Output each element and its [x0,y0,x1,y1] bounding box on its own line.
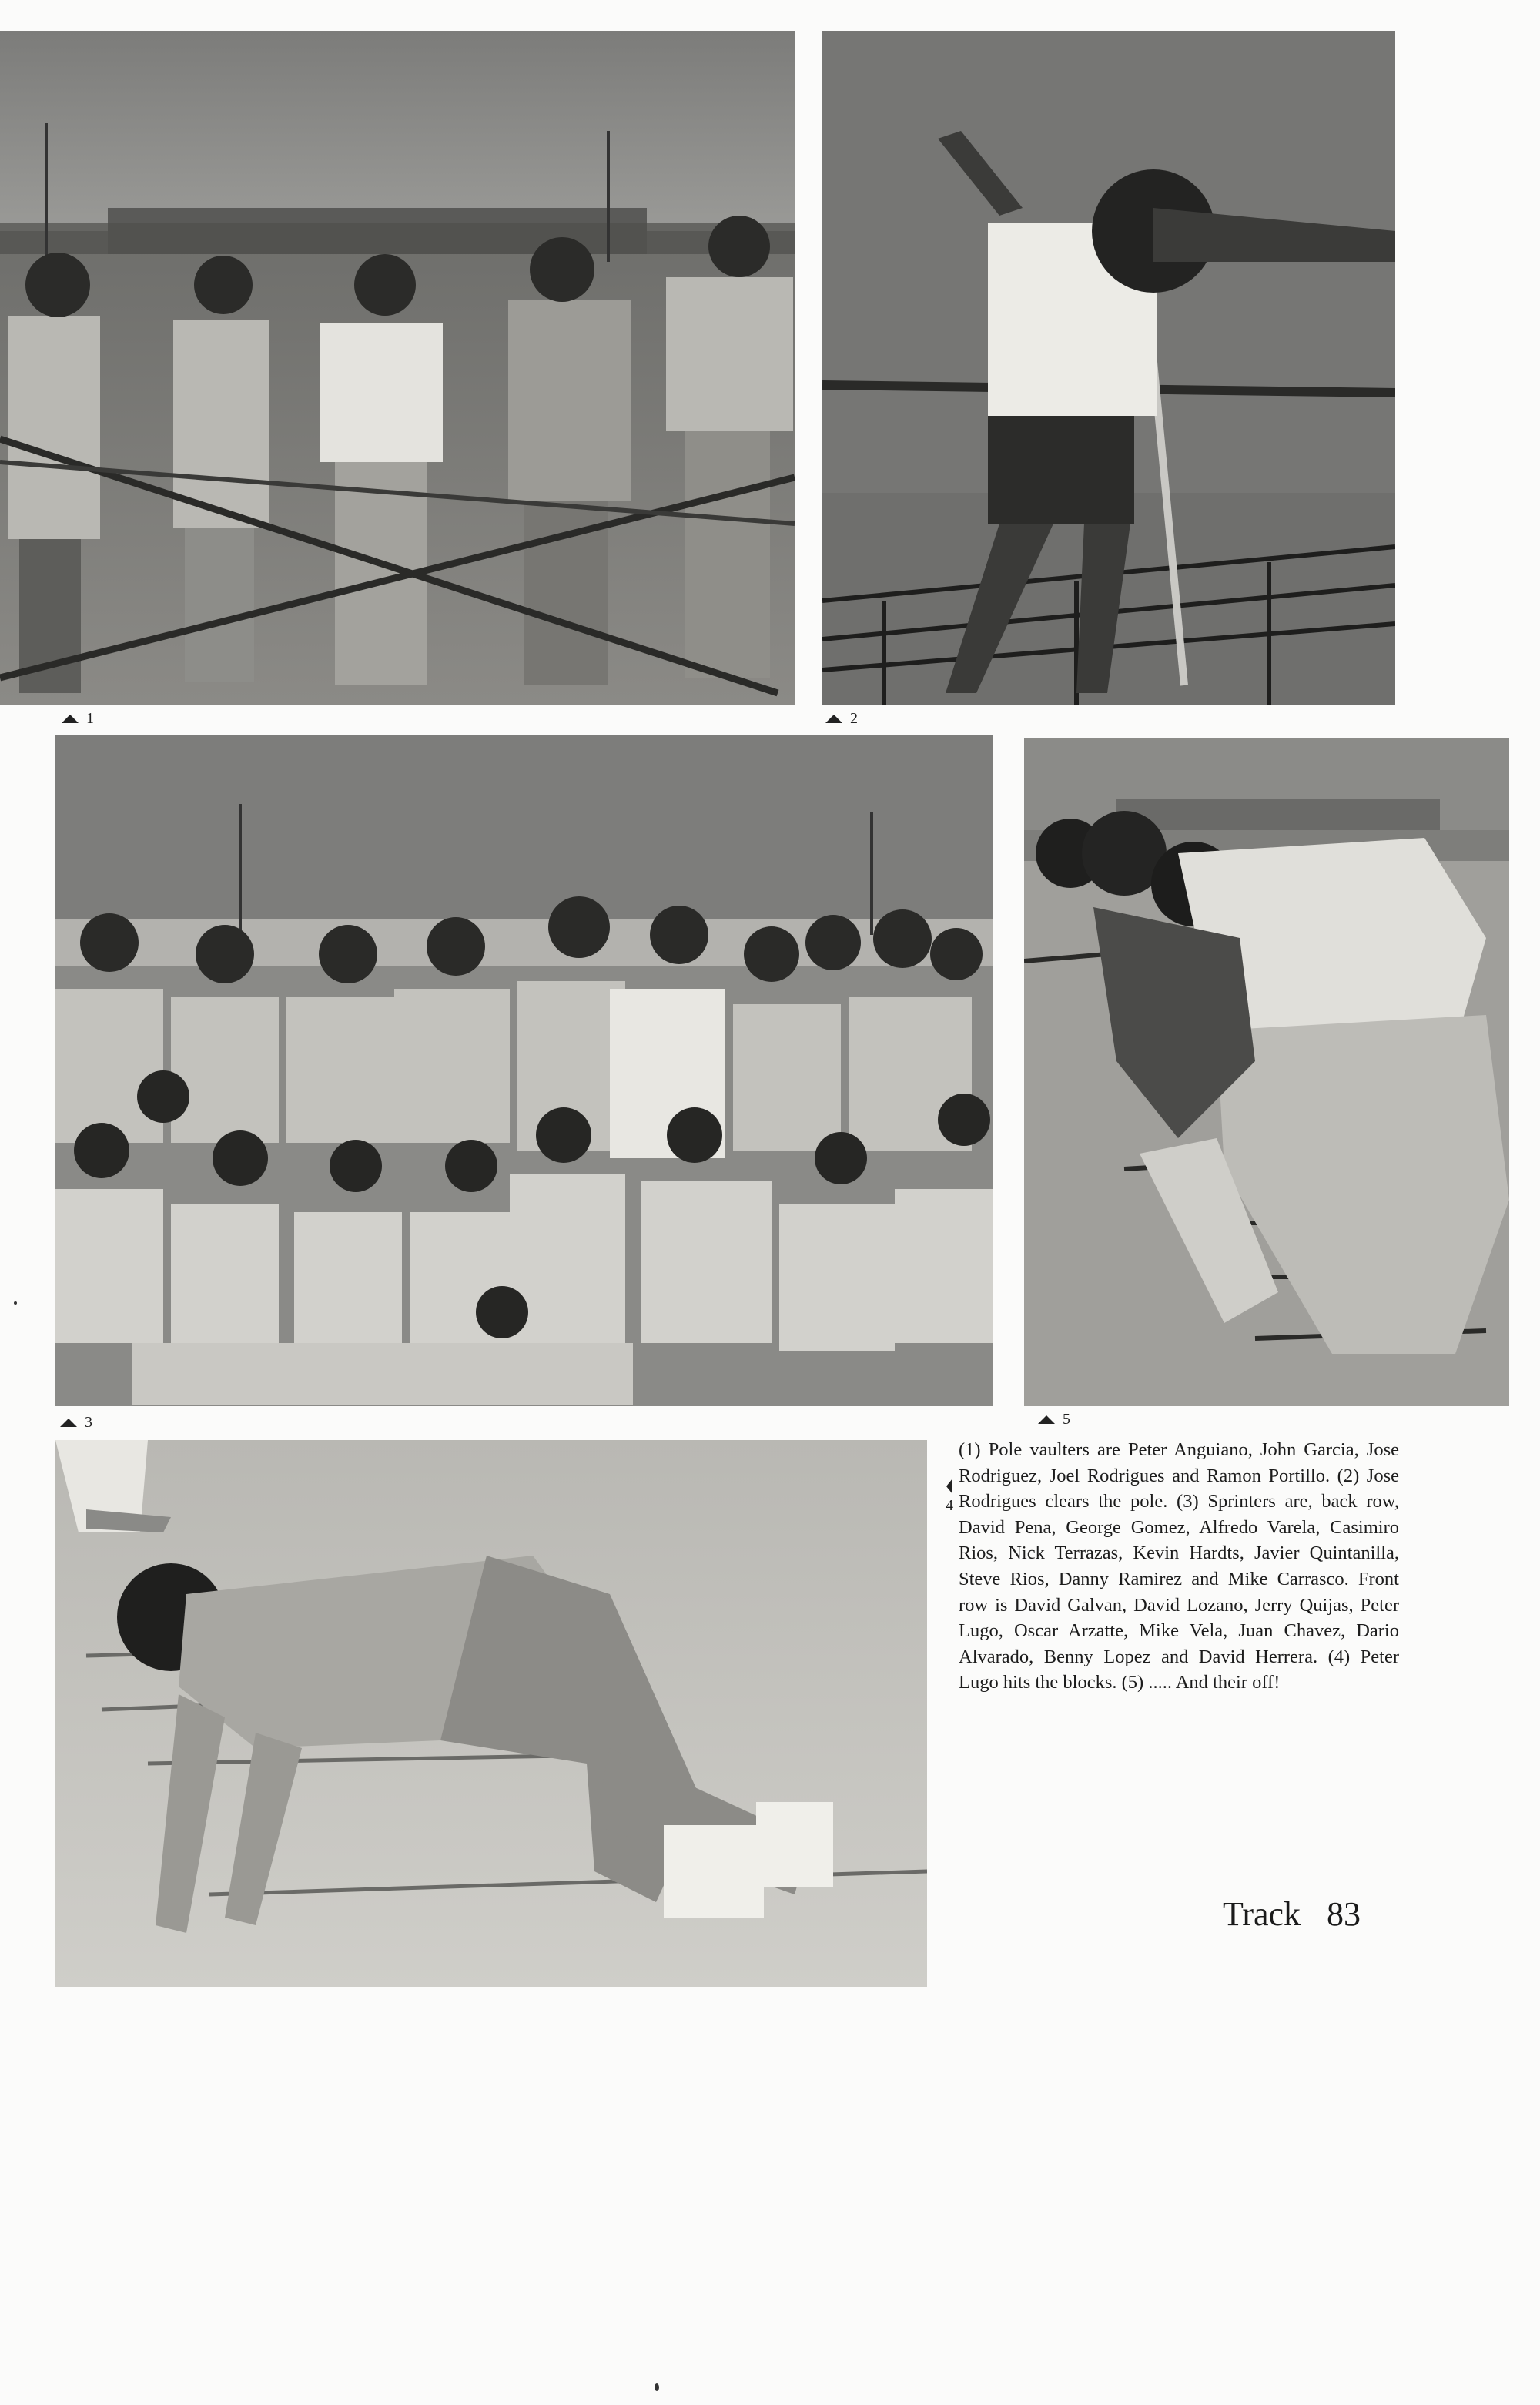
photo-sprint-start [1024,738,1509,1406]
photo-label-5 [1038,1411,1070,1429]
photo-label-4 [946,1479,953,1515]
section-title: Track [1223,1895,1301,1933]
photo-number: 5 [1063,1411,1070,1428]
photo-sprinter-in-blocks-image [55,1440,927,1987]
photo-vaulter-clearing-bar [822,31,1395,705]
triangle-marker-icon [946,1479,952,1494]
photo-sprinter-in-blocks [55,1440,927,1987]
triangle-marker-icon [60,1419,77,1427]
photo-pole-vaulters-image [0,31,795,705]
triangle-marker-icon [62,715,79,723]
triangle-marker-icon [1038,1415,1055,1424]
scan-speck [14,1301,17,1305]
photo-sprint-start-image [1024,738,1509,1406]
photo-sprinters-team-image [55,735,993,1406]
photo-number: 3 [85,1414,92,1431]
scan-speck [654,2383,659,2391]
triangle-marker-icon [825,715,842,723]
photo-number: 2 [850,710,858,727]
page-footer [1223,1894,1361,1934]
photo-label-2 [825,710,858,728]
photo-label-1 [62,710,94,728]
page-number: 83 [1327,1895,1361,1933]
photo-vaulter-clearing-bar-image [822,31,1395,705]
photo-number: 1 [86,710,94,727]
photo-label-3 [60,1414,92,1432]
photo-sprinters-team [55,735,993,1406]
photo-number: 4 [946,1497,953,1514]
photo-pole-vaulters [0,31,795,705]
photo-caption: (1) Pole vaulters are Peter Anguiano, John Garcia, Jose Rodriguez, Joel Rodrigues and Ramon Portillo. (2) Jose Rodrigues clears the pole. (3) Sprinters are, back row, David Pena, George Gomez, Alfredo Varela, Casimiro Rios, Nick Terrazas, Kevin Hardts, Javier Quintanilla, Steve Rios, Danny Ramirez and Mike Carrasco. Front row is David Galvan, David Lozano, Jerry Quijas, Peter Lugo, Oscar Arzatte, Mike Vela, Juan Chavez, Dario Alvarado, Benny Lopez and David Herrera. (4) Peter Lugo hits the blocks. (5) ..... And their off! [959,1439,1399,1693]
